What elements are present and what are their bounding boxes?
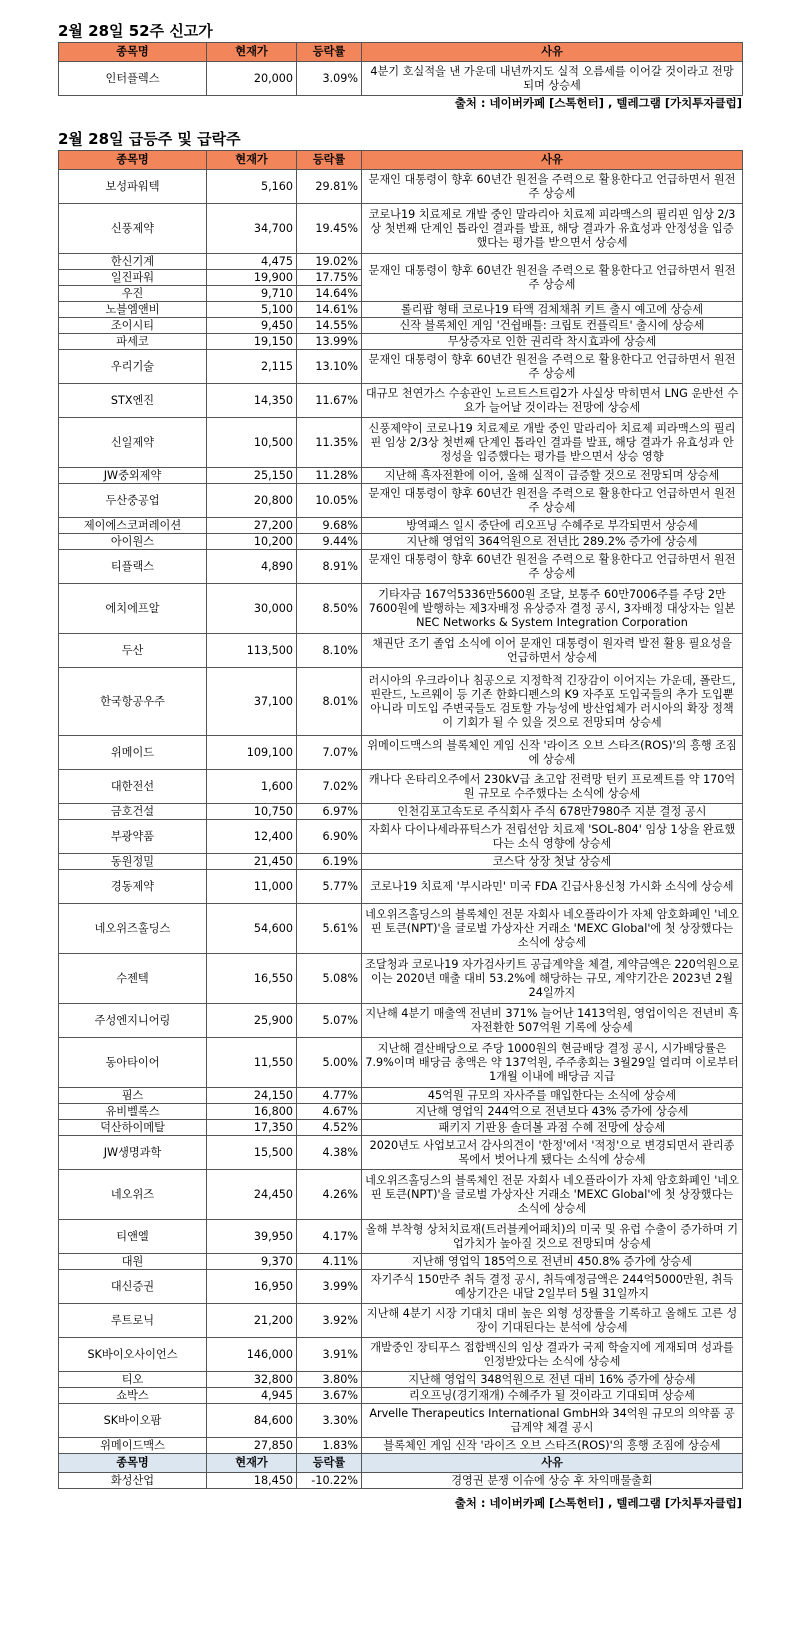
stock-name: STX엔진 [59,384,207,418]
stock-price: 10,500 [207,418,297,468]
change-rate: 5.77% [297,870,362,904]
stock-price: 109,100 [207,736,297,770]
reason: 기타자금 167억5336만5600원 조달, 보통주 60만7006주를 주당 2만7600원에 발행하는 제3자배정 유상증자 결정 공시, 3자배정 대상자는 일본 NEC Networks & System Integration Corporation [362,584,743,634]
stock-price: 84,600 [207,1404,297,1438]
change-rate: 13.99% [297,334,362,350]
stock-name: 동아타이어 [59,1038,207,1088]
movers-table [58,150,743,1489]
reason: 방역패스 일시 중단에 리오프닝 수혜주로 부각되면서 상승세 [362,518,743,534]
section2-title: 2월 28일 급등주 및 급락주 [58,130,241,148]
section1-source: 출처 : 네이버카페 [스톡헌터] , 텔레그램 [가치투자클럽] [454,96,742,110]
table-row [59,204,743,254]
stock-price: 5,100 [207,302,297,318]
reason: 자기주식 150만주 취득 결정 공시, 취득예정금액은 244억5000만원, 취득 예상기간은 내달 2일부터 5월 31일까지 [362,1270,743,1304]
reason: 러시아의 우크라이나 침공으로 지정학적 긴장감이 이어지는 가운데, 폴란드, 핀란드, 노르웨이 등 기존 한화디펜스의 K9 자주포 도입국들의 추가 도입뿐 아니라 미도입 주변국들도 검토할 가능성에 방산업체가 러시아의 확장 정책이 기회가 될 수 있을 것으로 전망되며 상승세 [362,668,743,736]
change-rate: 3.09% [297,62,362,96]
reason: 올해 부착형 상처치료재(트러블케어패치)의 미국 및 유럽 수출이 증가하며 기업가치가 높아질 것으로 전망되며 상승세 [362,1220,743,1254]
reason: 코로나19 치료제 '부시라민' 미국 FDA 긴급사용신청 가시화 소식에 상승세 [362,870,743,904]
stock-price: 10,200 [207,534,297,550]
stock-name: 한신기계 [59,254,207,270]
reason: 지난해 4분기 시장 기대치 대비 높은 외형 성장률을 기록하고 올해도 고른 성장이 기대된다는 분석에 상승세 [362,1304,743,1338]
stock-price: 21,450 [207,854,297,870]
change-rate: 8.10% [297,634,362,668]
stock-name: 네오위즈 [59,1170,207,1220]
reason: 개발중인 장티푸스 접합백신의 임상 결과가 국제 학술지에 게재되며 성과를 인정받았다는 소식에 상승세 [362,1338,743,1372]
column-header: 현재가 [207,43,297,62]
table-row [59,668,743,736]
change-rate: 5.61% [297,904,362,954]
column-header: 종목명 [59,43,207,62]
change-rate: 13.10% [297,350,362,384]
table-row [59,1338,743,1372]
change-rate: 4.11% [297,1254,362,1270]
table-row [59,384,743,418]
change-rate: 3.30% [297,1404,362,1438]
change-rate: 8.50% [297,584,362,634]
change-rate: 3.91% [297,1338,362,1372]
change-rate: 17.75% [297,270,362,286]
stock-price: 10,750 [207,804,297,820]
change-rate: 3.99% [297,1270,362,1304]
table-row [59,736,743,770]
stock-name: 우리기술 [59,350,207,384]
table-row [59,534,743,550]
change-rate: -10.22% [297,1473,362,1489]
change-rate: 11.67% [297,384,362,418]
change-rate: 9.44% [297,534,362,550]
stock-price: 146,000 [207,1338,297,1372]
stock-price: 24,150 [207,1088,297,1104]
table-row [59,1304,743,1338]
reason: 자회사 다이나세라퓨틱스가 전립선암 치료제 'SOL-804' 임상 1상을 완료했다는 소식 영향에 상승세 [362,820,743,854]
stock-name: 두산중공업 [59,484,207,518]
reason: 인천김포고속도로 주식회사 주식 678만7980주 지분 결정 공시 [362,804,743,820]
column-header: 사유 [362,151,743,170]
stock-name: 조이시티 [59,318,207,334]
change-rate: 9.68% [297,518,362,534]
change-rate: 11.28% [297,468,362,484]
stock-price: 9,370 [207,1254,297,1270]
stock-price: 14,350 [207,384,297,418]
table-row [59,820,743,854]
change-rate: 4.52% [297,1120,362,1136]
stock-price: 24,450 [207,1170,297,1220]
stock-name: 인터플렉스 [59,62,207,96]
change-rate: 6.97% [297,804,362,820]
column-header: 종목명 [59,1454,207,1473]
reason: 지난해 영업익 348억원으로 전년 대비 16% 증가에 상승세 [362,1372,743,1388]
table-row [59,1438,743,1454]
change-rate: 4.26% [297,1170,362,1220]
table-row [59,1473,743,1489]
table-row [59,254,743,270]
table-row [59,302,743,318]
stock-price: 37,100 [207,668,297,736]
reason: 문재인 대통령이 향후 60년간 원전을 주력으로 활용한다고 언급하면서 원전주 상승세 [362,484,743,518]
stock-price: 34,700 [207,204,297,254]
stock-name: 덕산하이메탈 [59,1120,207,1136]
reason: 문재인 대통령이 향후 60년간 원전을 주력으로 활용한다고 언급하면서 원전주 상승세 [362,254,743,302]
stock-name: 유비벨록스 [59,1104,207,1120]
reason: 경영권 분쟁 이슈에 상승 후 차익매물출회 [362,1473,743,1489]
table-row [59,1254,743,1270]
stock-price: 27,200 [207,518,297,534]
reason: 무상증자로 인한 권리락 착시효과에 상승세 [362,334,743,350]
stock-name: 위메이드맥스 [59,1438,207,1454]
stock-price: 113,500 [207,634,297,668]
table-row [59,1170,743,1220]
reason: 2020년도 사업보고서 감사의견이 '한정'에서 '적정'으로 변경되면서 관리종목에서 벗어나게 됐다는 소식에 상승세 [362,1136,743,1170]
reason: Arvelle Therapeutics International GmbH와 34억원 규모의 의약품 공급계약 체결 공시 [362,1404,743,1438]
table-row [59,550,743,584]
stock-price: 17,350 [207,1120,297,1136]
table-row [59,1120,743,1136]
table-row [59,318,743,334]
change-rate: 4.17% [297,1220,362,1254]
stock-price: 11,000 [207,870,297,904]
stock-name: 보성파워텍 [59,170,207,204]
change-rate: 19.02% [297,254,362,270]
column-header: 현재가 [207,151,297,170]
table-row [59,1038,743,1088]
table-row [59,870,743,904]
table-row [59,1270,743,1304]
table-header-row [59,151,743,170]
change-rate: 14.61% [297,302,362,318]
change-rate: 11.35% [297,418,362,468]
table-row [59,334,743,350]
stock-price: 4,475 [207,254,297,270]
stock-price: 19,900 [207,270,297,286]
stock-name: 일진파워 [59,270,207,286]
stock-name: 루트로닉 [59,1304,207,1338]
reason: 45억원 규모의 자사주를 매입한다는 소식에 상승세 [362,1088,743,1104]
stock-price: 11,550 [207,1038,297,1088]
reason: 지난해 흑자전환에 이어, 올해 실적이 급증할 것으로 전망되며 상승세 [362,468,743,484]
stock-name: 파세코 [59,334,207,350]
reason: 네오위즈홀딩스의 블록체인 전문 자회사 네오플라이가 자체 암호화폐인 '네오핀 토큰(NPT)'을 글로벌 가상자산 거래소 'MEXC Global'에 첫 상장했다는 소식에 상승세 [362,904,743,954]
stock-name: 대한전선 [59,770,207,804]
change-rate: 10.05% [297,484,362,518]
stock-name: 에치에프알 [59,584,207,634]
stock-price: 19,150 [207,334,297,350]
change-rate: 3.92% [297,1304,362,1338]
table-row [59,484,743,518]
stock-price: 2,115 [207,350,297,384]
change-rate: 14.55% [297,318,362,334]
reason: 롤리팝 형태 코로나19 타액 검체채취 키트 출시 예고에 상승세 [362,302,743,318]
stock-price: 15,500 [207,1136,297,1170]
reason: 리오프닝(경기재개) 수혜주가 될 것이라고 기대되며 상승세 [362,1388,743,1404]
stock-name: JW생명과학 [59,1136,207,1170]
stock-price: 16,800 [207,1104,297,1120]
change-rate: 3.80% [297,1372,362,1388]
stock-price: 20,000 [207,62,297,96]
stock-price: 25,900 [207,1004,297,1038]
stock-name: 제이에스코퍼레이션 [59,518,207,534]
table-row [59,1004,743,1038]
stock-name: 수젠텍 [59,954,207,1004]
stock-name: SK바이오사이언스 [59,1338,207,1372]
column-header: 사유 [362,43,743,62]
table-header-row [59,1454,743,1473]
table-row [59,1388,743,1404]
column-header: 종목명 [59,151,207,170]
change-rate: 7.02% [297,770,362,804]
change-rate: 19.45% [297,204,362,254]
reason: 지난해 4분기 매출액 전년비 371% 늘어난 1413억원, 영업이익은 전년비 흑자전환한 507억원 기록에 상승세 [362,1004,743,1038]
table-row [59,804,743,820]
table-row [59,634,743,668]
reason: 지난해 영업익 364억원으로 전년比 289.2% 증가에 상승세 [362,534,743,550]
new-high-table [58,42,743,96]
stock-name: 동원정밀 [59,854,207,870]
stock-name: 우진 [59,286,207,302]
reason: 지난해 영업익 185억으로 전년비 450.8% 증가에 상승세 [362,1254,743,1270]
stock-price: 9,450 [207,318,297,334]
change-rate: 8.91% [297,550,362,584]
stock-name: 신일제약 [59,418,207,468]
table-header-row [59,43,743,62]
change-rate: 29.81% [297,170,362,204]
stock-name: 티오 [59,1372,207,1388]
change-rate: 6.90% [297,820,362,854]
stock-name: 금호건설 [59,804,207,820]
reason: 블록체인 게임 신작 '라이즈 오브 스타즈(ROS)'의 흥행 조짐에 상승세 [362,1438,743,1454]
table-row [59,584,743,634]
stock-name: 경동제약 [59,870,207,904]
reason: 패키지 기판용 솔더볼 과점 수혜 전망에 상승세 [362,1120,743,1136]
reason: 조달청과 코로나19 자가검사키트 공급계약을 체결, 계약금액은 220억원으로 이는 2020년 매출 대비 53.2%에 해당하는 규모, 계약기간은 2023년 2월 24일까지 [362,954,743,1004]
stock-price: 25,150 [207,468,297,484]
stock-name: 네오위즈홀딩스 [59,904,207,954]
table-row [59,1088,743,1104]
stock-name: 위메이드 [59,736,207,770]
change-rate: 3.67% [297,1388,362,1404]
change-rate: 6.19% [297,854,362,870]
stock-name: 화성산업 [59,1473,207,1489]
stock-price: 27,850 [207,1438,297,1454]
stock-name: 대원 [59,1254,207,1270]
stock-price: 9,710 [207,286,297,302]
table-row [59,904,743,954]
section2-source: 출처 : 네이버카페 [스톡헌터] , 텔레그램 [가치투자클럽] [454,1496,742,1510]
stock-name: 신풍제약 [59,204,207,254]
reason: 4분기 호실적을 낸 가운데 내년까지도 실적 오름세를 이어갈 것이라고 전망되며 상승세 [362,62,743,96]
stock-price: 16,550 [207,954,297,1004]
change-rate: 4.38% [297,1136,362,1170]
stock-name: 아이원스 [59,534,207,550]
column-header: 현재가 [207,1454,297,1473]
stock-name: 한국항공우주 [59,668,207,736]
table-row [59,1104,743,1120]
table-row [59,1404,743,1438]
stock-name: JW중외제약 [59,468,207,484]
stock-price: 30,000 [207,584,297,634]
reason: 위메이드맥스의 블록체인 게임 신작 '라이즈 오브 스타즈(ROS)'의 흥행 조짐에 상승세 [362,736,743,770]
table-row [59,854,743,870]
stock-price: 12,400 [207,820,297,854]
change-rate: 14.64% [297,286,362,302]
change-rate: 7.07% [297,736,362,770]
stock-name: 티앤엘 [59,1220,207,1254]
stock-price: 21,200 [207,1304,297,1338]
table-row [59,418,743,468]
reason: 네오위즈홀딩스의 블록체인 전문 자회사 네오플라이가 자체 암호화폐인 '네오핀 토큰(NPT)'을 글로벌 가상자산 거래소 'MEXC Global'에 첫 상장했다는 소식에 상승세 [362,1170,743,1220]
stock-name: 주성엔지니어링 [59,1004,207,1038]
reason: 채권단 조기 졸업 소식에 이어 문재인 대통령이 원자력 발전 활용 필요성을 언급하면서 상승세 [362,634,743,668]
stock-name: 부광약품 [59,820,207,854]
stock-price: 39,950 [207,1220,297,1254]
reason: 문재인 대통령이 향후 60년간 원전을 주력으로 활용한다고 언급하면서 원전주 상승세 [362,550,743,584]
reason: 문재인 대통령이 향후 60년간 원전을 주력으로 활용한다고 언급하면서 원전주 상승세 [362,350,743,384]
reason: 지난해 영업익 244억으로 전년보다 43% 증가에 상승세 [362,1104,743,1120]
table-row [59,954,743,1004]
stock-name: SK바이오팜 [59,1404,207,1438]
stock-name: 쇼박스 [59,1388,207,1404]
stock-price: 5,160 [207,170,297,204]
table-row [59,350,743,384]
table-row [59,518,743,534]
column-header: 등락률 [297,43,362,62]
reason: 신풍제약이 코로나19 치료제로 개발 중인 말라리아 치료제 피라맥스의 필리핀 임상 2/3상 첫번째 단계인 톱라인 결과를 발표, 해당 결과가 유효성과 안정성을 입증했다는 평가를 받으면서 상승 영향 [362,418,743,468]
stock-name: 대신증권 [59,1270,207,1304]
change-rate: 4.67% [297,1104,362,1120]
stock-price: 54,600 [207,904,297,954]
column-header: 등락률 [297,1454,362,1473]
column-header: 등락률 [297,151,362,170]
reason: 캐나다 온타리오주에서 230kV급 초고압 전력망 턴키 프로젝트를 약 170억원 규모로 수주했다는 소식에 상승세 [362,770,743,804]
reason: 지난해 결산배당으로 주당 1000원의 현금배당 결정 공시, 시가배당률은 7.9%이며 배당금 총액은 약 137억원, 주주총회는 3월29일 열리며 이로부터 1개월 이내에 배당금 지급 [362,1038,743,1088]
column-header: 사유 [362,1454,743,1473]
change-rate: 5.08% [297,954,362,1004]
change-rate: 4.77% [297,1088,362,1104]
reason: 대규모 천연가스 수송관인 노르트스트림2가 사실상 막히면서 LNG 운반선 수요가 늘어날 것이라는 전망에 상승세 [362,384,743,418]
reason: 코로나19 치료제로 개발 중인 말라리아 치료제 피라맥스의 필리핀 임상 2/3상 첫번째 단계인 톱라인 결과를 발표, 해당 결과가 유효성과 안정성을 입증했다는 평가를 받으면서 상승세 [362,204,743,254]
table-row [59,1372,743,1388]
table-row [59,1136,743,1170]
table-row [59,770,743,804]
table-row [59,468,743,484]
stock-price: 4,890 [207,550,297,584]
stock-price: 4,945 [207,1388,297,1404]
change-rate: 5.00% [297,1038,362,1088]
reason: 신작 블록체인 게임 '건쉽배틀: 크립토 컨플릭트' 출시에 상승세 [362,318,743,334]
stock-name: 두산 [59,634,207,668]
stock-price: 32,800 [207,1372,297,1388]
reason: 코스닥 상장 첫날 상승세 [362,854,743,870]
section1-title: 2월 28일 52주 신고가 [58,22,213,40]
change-rate: 8.01% [297,668,362,736]
change-rate: 5.07% [297,1004,362,1038]
table-row [59,1220,743,1254]
table-row [59,62,743,96]
reason: 문재인 대통령이 향후 60년간 원전을 주력으로 활용한다고 언급하면서 원전주 상승세 [362,170,743,204]
stock-price: 1,600 [207,770,297,804]
stock-price: 18,450 [207,1473,297,1489]
stock-name: 핌스 [59,1088,207,1104]
stock-price: 20,800 [207,484,297,518]
stock-name: 티플랙스 [59,550,207,584]
stock-name: 노블엠앤비 [59,302,207,318]
stock-price: 16,950 [207,1270,297,1304]
change-rate: 1.83% [297,1438,362,1454]
table-row [59,170,743,204]
